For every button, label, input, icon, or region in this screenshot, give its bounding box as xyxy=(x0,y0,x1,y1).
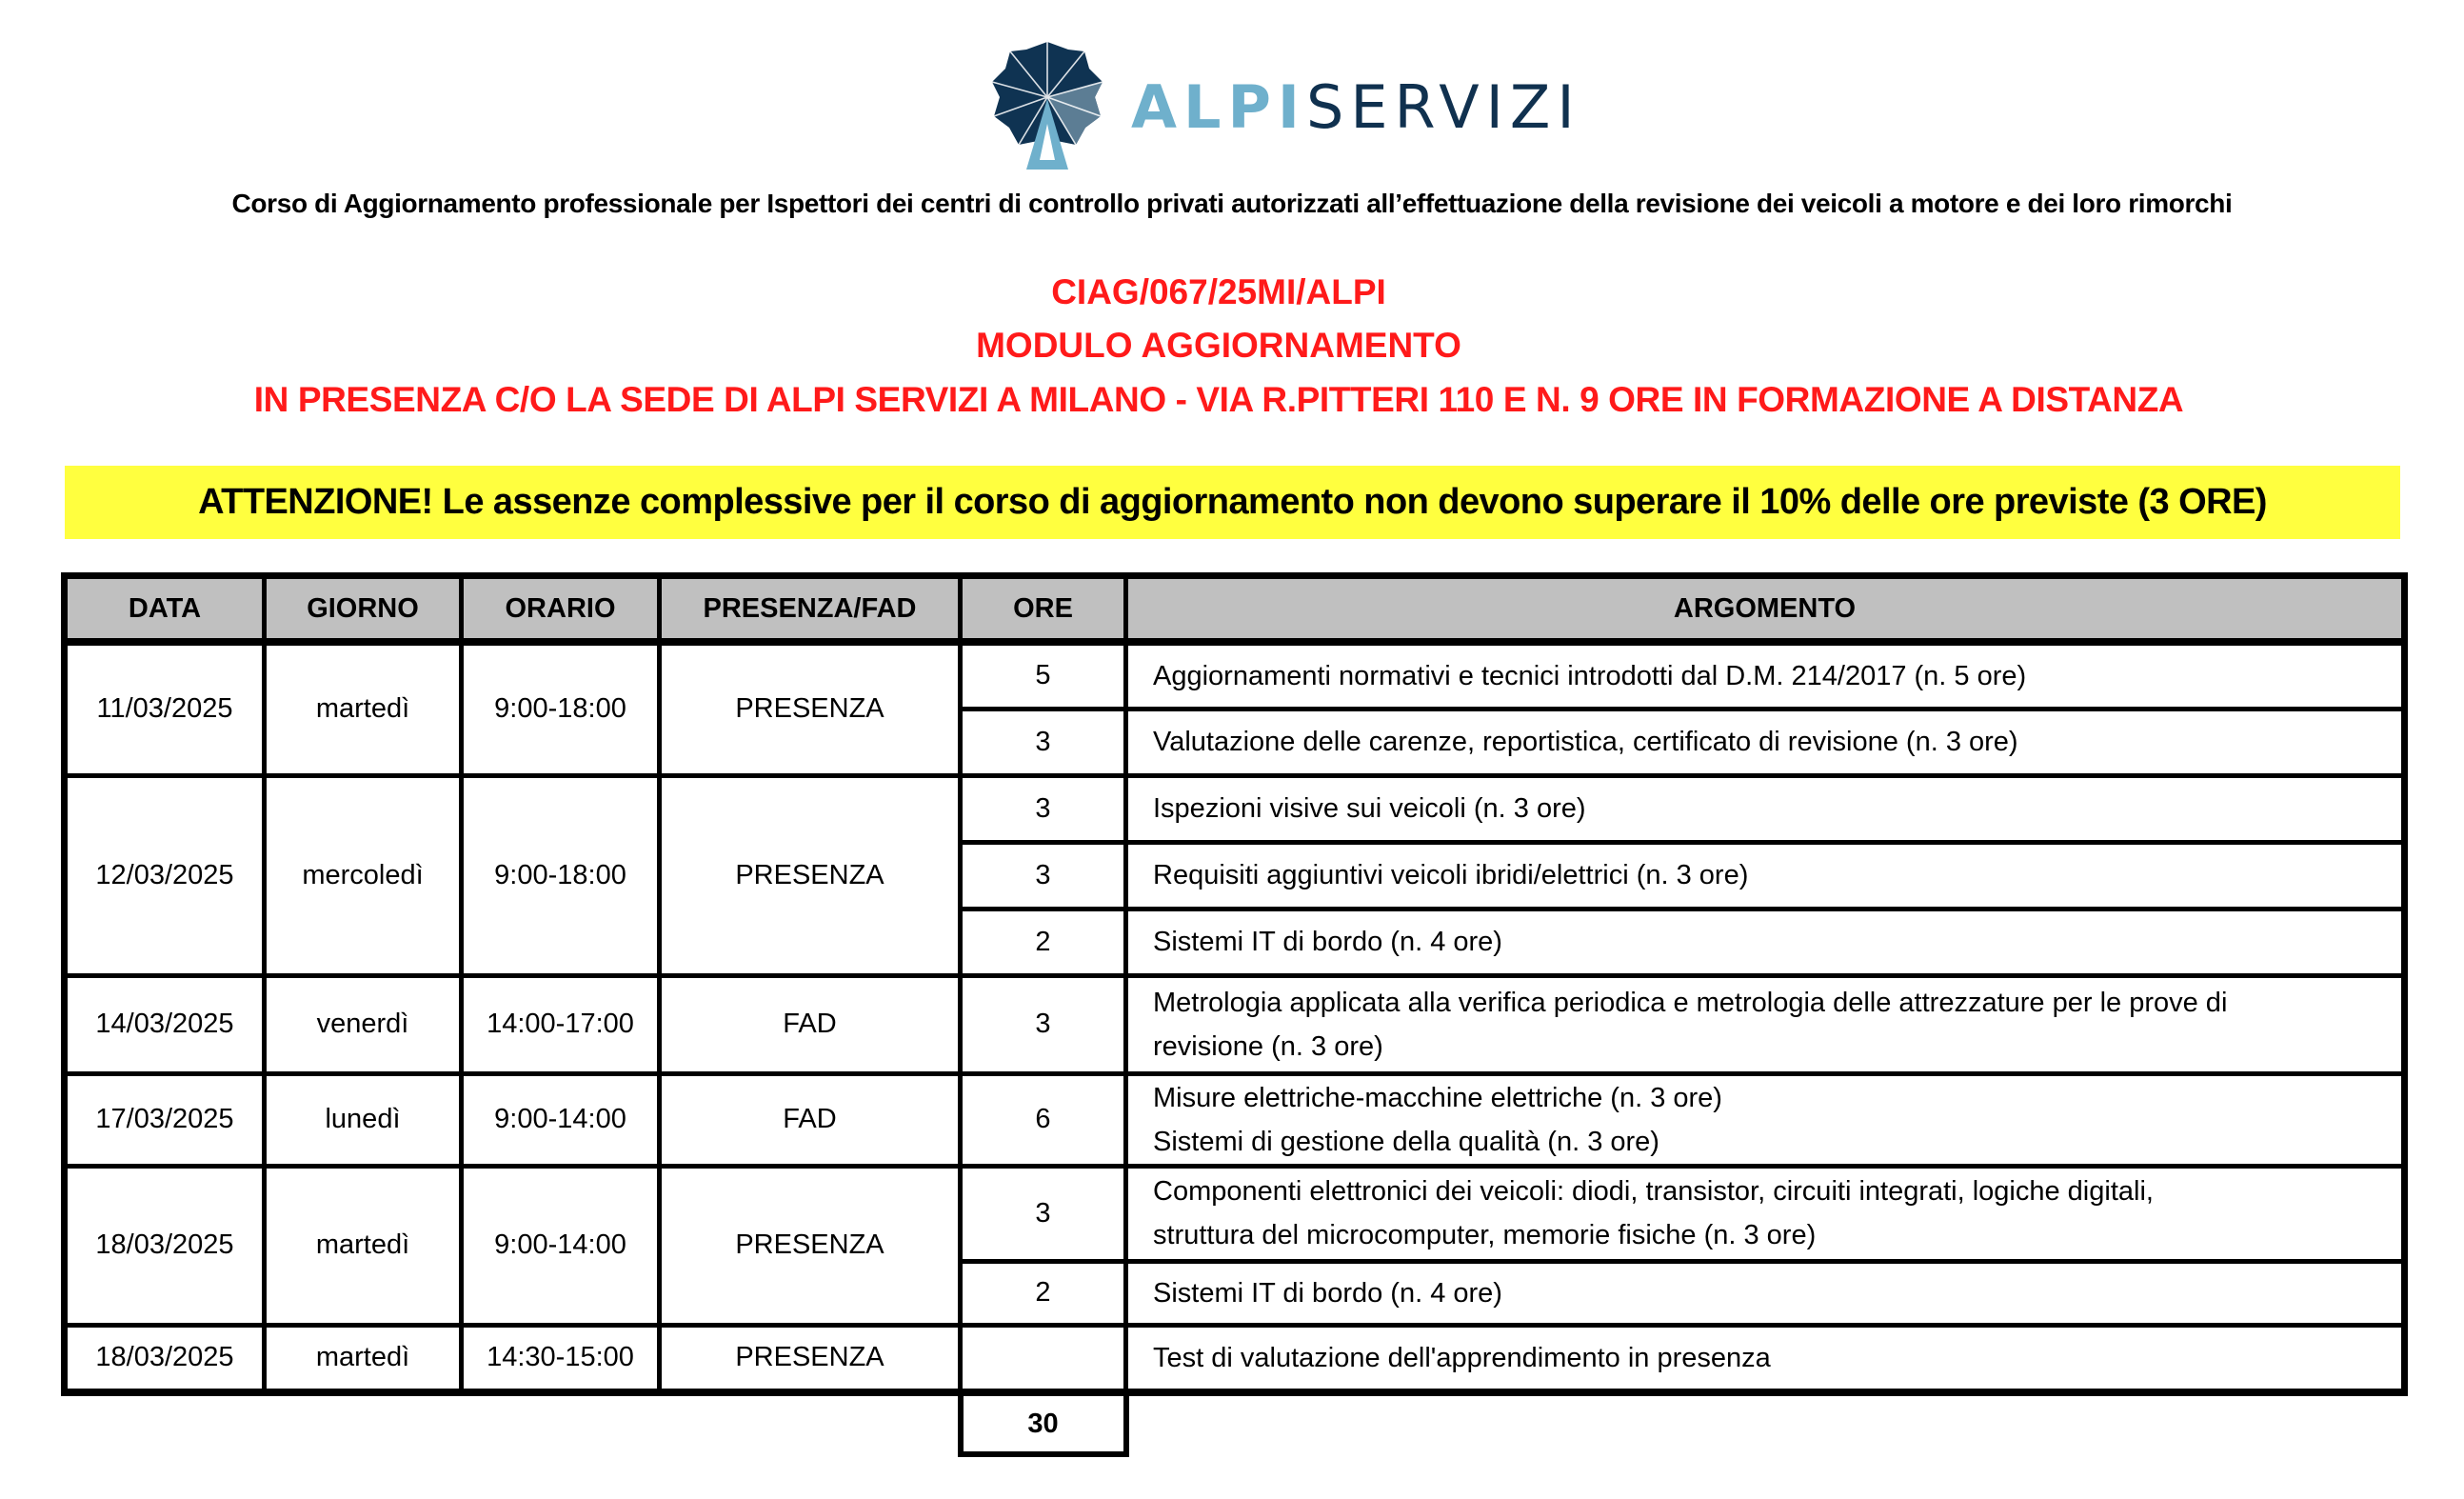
table-row xyxy=(65,1166,2405,1261)
attention-banner xyxy=(65,466,2400,539)
cell-data: 18/03/2025 xyxy=(65,1166,265,1325)
header-presenza-fad: PRESENZA/FAD xyxy=(660,576,961,643)
table-row xyxy=(65,642,2405,709)
cell-ore: 3 xyxy=(961,975,1126,1073)
cell-ore: 3 xyxy=(961,1166,1126,1261)
argomento-line: Sistemi di gestione della qualità (n. 3 ore) xyxy=(1153,1126,1659,1157)
cell-giorno: martedì xyxy=(265,642,462,775)
cell-data: 14/03/2025 xyxy=(65,975,265,1073)
cell-giorno: lunedì xyxy=(265,1073,462,1166)
cell-presenza-fad: PRESENZA xyxy=(660,1325,961,1392)
cell-argomento xyxy=(1126,1325,2405,1392)
cell-giorno: mercoledì xyxy=(265,775,462,975)
argomento-line: Requisiti aggiuntivi veicoli ibridi/elettrici (n. 3 ore) xyxy=(1153,860,1749,890)
cell-argomento xyxy=(1126,709,2405,775)
total-row-spacer xyxy=(65,1392,961,1454)
cell-argomento xyxy=(1126,1073,2405,1166)
cell-data: 17/03/2025 xyxy=(65,1073,265,1166)
cell-data: 12/03/2025 xyxy=(65,775,265,975)
table-row xyxy=(65,1325,2405,1392)
cell-data: 11/03/2025 xyxy=(65,642,265,775)
attention-banner-text: ATTENZIONE! Le assenze complessive per il corso di aggiornamento non devono superare il 10% delle ore previste (3 ORE) xyxy=(198,482,2267,522)
cell-argomento xyxy=(1126,1166,2405,1261)
header-argomento: ARGOMENTO xyxy=(1126,576,2405,643)
cell-orario: 14:30-15:00 xyxy=(462,1325,660,1392)
brand-name-servizi: SERVIZI xyxy=(1306,72,1581,142)
cell-argomento xyxy=(1126,1261,2405,1325)
location-info: IN PRESENZA C/O LA SEDE DI ALPI SERVIZI A MILANO - VIA R.PITTERI 110 E N. 9 ORE IN FORMAZIONE A DISTANZA xyxy=(253,380,2184,419)
argomento-line: Aggiornamenti normativi e tecnici introdotti dal D.M. 214/2017 (n. 5 ore) xyxy=(1153,660,2027,691)
cell-argomento xyxy=(1126,975,2405,1073)
cell-ore: 3 xyxy=(961,842,1126,909)
cell-orario: 9:00-14:00 xyxy=(462,1073,660,1166)
argomento-line: Valutazione delle carenze, reportistica, certificato di revisione (n. 3 ore) xyxy=(1153,727,2018,757)
argomento-line: Test di valutazione dell'apprendimento in presenza xyxy=(1153,1342,1771,1373)
cell-argomento xyxy=(1126,775,2405,842)
argomento-line: Metrologia applicata alla verifica periodica e metrologia delle attrezzature per le prove di xyxy=(1153,987,2228,1018)
course-title: Corso di Aggiornamento professionale per Ispettori dei centri di controllo privati autorizzati all’effettuazione della revisione dei veicoli a motore e dei loro rimorchi xyxy=(231,189,2233,218)
table-row xyxy=(65,775,2405,842)
header-orario: ORARIO xyxy=(462,576,660,643)
argomento-line: Sistemi IT di bordo (n. 4 ore) xyxy=(1153,1277,1502,1309)
cell-presenza-fad: PRESENZA xyxy=(660,775,961,975)
argomento-line: revisione (n. 3 ore) xyxy=(1153,1030,1383,1062)
argomento-line: Misure elettriche-macchine elettriche (n. 3 ore) xyxy=(1153,1082,1722,1113)
cell-giorno: martedì xyxy=(265,1166,462,1325)
total-ore: 30 xyxy=(961,1392,1126,1454)
cell-ore: 3 xyxy=(961,775,1126,842)
cell-ore: 6 xyxy=(961,1073,1126,1166)
cell-ore: 5 xyxy=(961,642,1126,709)
argomento-line: struttura del microcomputer, memorie fisiche (n. 3 ore) xyxy=(1153,1220,1817,1250)
course-code: CIAG/067/25MI/ALPI xyxy=(1051,272,1386,311)
cell-presenza-fad: PRESENZA xyxy=(660,642,961,775)
cell-presenza-fad: FAD xyxy=(660,975,961,1073)
cell-giorno: martedì xyxy=(265,1325,462,1392)
cell-presenza-fad: FAD xyxy=(660,1073,961,1166)
header-ore: ORE xyxy=(961,576,1126,643)
table-row xyxy=(65,975,2405,1073)
total-row xyxy=(65,1392,2405,1454)
brand-name xyxy=(1131,74,1581,141)
cell-ore: 2 xyxy=(961,909,1126,975)
cell-argomento xyxy=(1126,842,2405,909)
argomento-line: Sistemi IT di bordo (n. 4 ore) xyxy=(1153,927,1502,957)
cell-presenza-fad: PRESENZA xyxy=(660,1166,961,1325)
cell-orario: 9:00-14:00 xyxy=(462,1166,660,1325)
argomento-line: Componenti elettronici dei veicoli: diodi, transistor, circuiti integrati, logiche digitali, xyxy=(1153,1176,2154,1207)
cell-ore: 2 xyxy=(961,1261,1126,1325)
cell-ore xyxy=(961,1325,1126,1392)
argomento-line: Ispezioni visive sui veicoli (n. 3 ore) xyxy=(1153,793,1586,824)
cell-argomento xyxy=(1126,642,2405,709)
cell-ore: 3 xyxy=(961,709,1126,775)
cell-orario: 9:00-18:00 xyxy=(462,775,660,975)
module-title: MODULO AGGIORNAMENTO xyxy=(976,326,1461,365)
cell-orario: 9:00-18:00 xyxy=(462,642,660,775)
cell-data: 18/03/2025 xyxy=(65,1325,265,1392)
cell-argomento xyxy=(1126,909,2405,975)
header-giorno: GIORNO xyxy=(265,576,462,643)
cell-orario: 14:00-17:00 xyxy=(462,975,660,1073)
total-row-spacer xyxy=(1126,1392,2405,1454)
table-header-row xyxy=(65,576,2405,643)
cell-giorno: venerdì xyxy=(265,975,462,1073)
umbrella-compass-icon xyxy=(971,32,1133,173)
brand-name-alpi: ALPI xyxy=(1131,72,1306,142)
header-data: DATA xyxy=(65,576,265,643)
table-row xyxy=(65,1073,2405,1166)
schedule-table xyxy=(61,572,2408,1457)
